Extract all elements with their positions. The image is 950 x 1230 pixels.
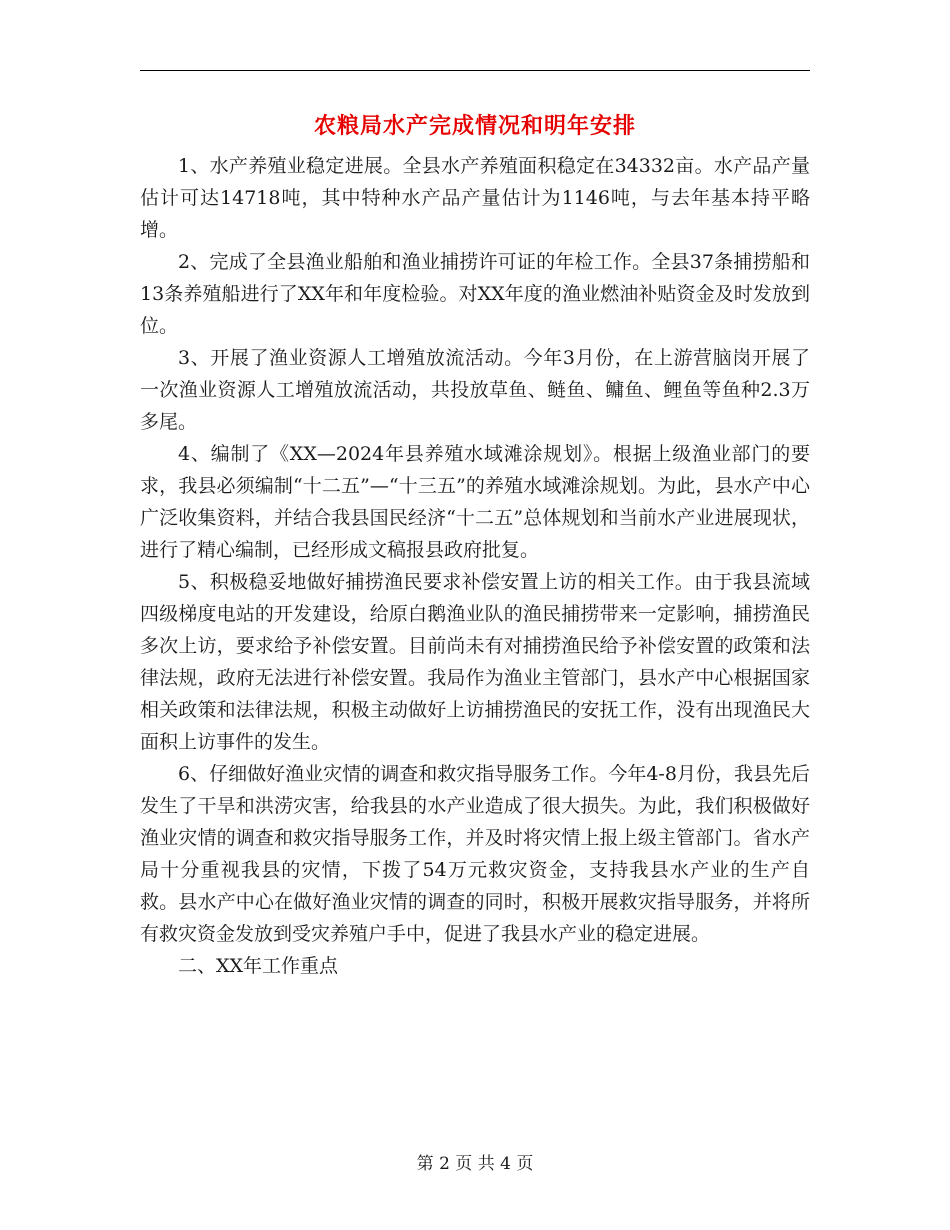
paragraph-2: 2、完成了全县渔业船舶和渔业捕捞许可证的年检工作。全县37条捕捞船和13条养殖船进行了XX年和年度检验。对XX年度的渔业燃油补贴资金及时发放到位。	[140, 251, 810, 337]
paragraph-6: 6、仔细做好渔业灾情的调查和救灾指导服务工作。今年4-8月份，我县先后发生了干旱和洪涝灾害，给我县的水产业造成了很大损失。为此，我们积极做好渔业灾情的调查和救灾指导服务工作，并及时将灾情上报上级主管部门。省水产局十分重视我县的灾情，下拨了54万元救灾资金，支持我县水产业的生产自救。县水产中心在做好渔业灾情的调查的同时，积极开展救灾指导服务，并将所有救灾资金发放到受灾养殖户手中，促进了我县水产业的稳定进展。	[140, 763, 810, 945]
header-rule	[140, 70, 810, 71]
document-body	[140, 150, 810, 982]
paragraph-4: 4、编制了《XX—2024年县养殖水域滩涂规划》。根据上级渔业部门的要求，我县必须编制“十二五”—“十三五”的养殖水域滩涂规划。为此，县水产中心广泛收集资料，并结合我县国民经济“十二五”总体规划和当前水产业进展现状，进行了精心编制，已经形成文稿报县政府批复。	[140, 443, 810, 561]
paragraph-1: 1、水产养殖业稳定进展。全县水产养殖面积稳定在34332亩。水产品产量估计可达14718吨，其中特种水产品产量估计为1146吨，与去年基本持平略增。	[140, 155, 810, 241]
paragraph-3: 3、开展了渔业资源人工增殖放流活动。今年3月份，在上游营脑岗开展了一次渔业资源人工增殖放流活动，共投放草鱼、鲢鱼、鳙鱼、鲤鱼等鱼种2.3万多尾。	[140, 347, 810, 433]
paragraph-5: 5、积极稳妥地做好捕捞渔民要求补偿安置上访的相关工作。由于我县流域四级梯度电站的开发建设，给原白鹅渔业队的渔民捕捞带来一定影响，捕捞渔民多次上访，要求给予补偿安置。目前尚未有对捕捞渔民给予补偿安置的政策和法律法规，政府无法进行补偿安置。我局作为渔业主管部门，县水产中心根据国家相关政策和法律法规，积极主动做好上访捕捞渔民的安抚工作，没有出现渔民大面积上访事件的发生。	[140, 571, 810, 753]
section-heading: 二、XX年工作重点	[178, 955, 339, 977]
document-title: 农粮局水产完成情况和明年安排	[313, 114, 636, 139]
page-footer: 第 2 页 共 4 页	[416, 1154, 534, 1174]
